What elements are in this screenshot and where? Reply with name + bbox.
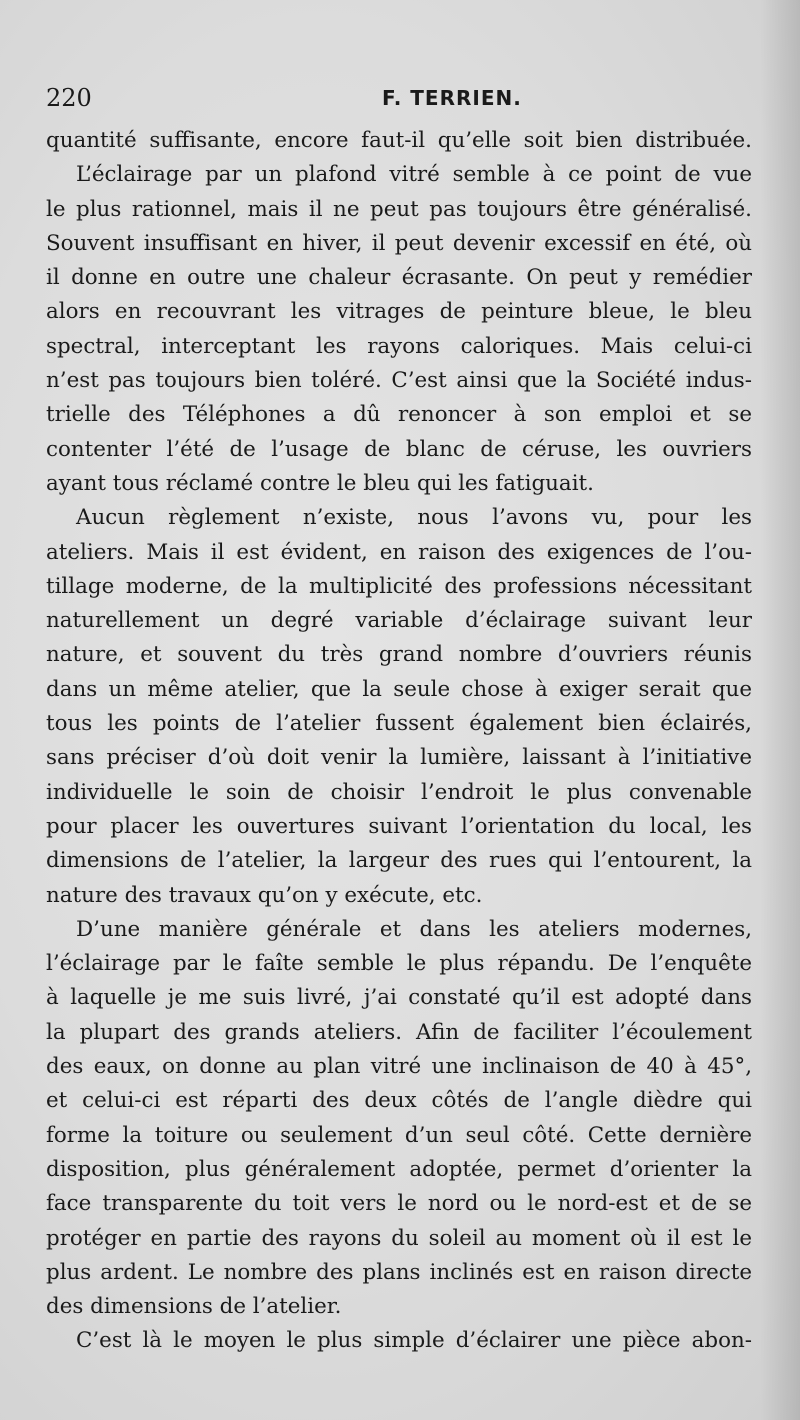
text-line: individuelle le soin de choisir l’endroit le plus convenable xyxy=(46,779,752,805)
text-line: trielle des Téléphones a dû renoncer à son emploi et se xyxy=(46,402,752,428)
text-line: des eaux, on donne au plan vitré une inclinaison de 40 à 45°, xyxy=(46,1054,752,1080)
text-line: L’éclairage par un plafond vitré semble à ce point de vue xyxy=(76,162,752,188)
text-line: spectral, interceptant les rayons caloriques. Mais celui-ci xyxy=(46,333,752,359)
text-line: face transparente du toit vers le nord ou le nord-est et de se xyxy=(46,1191,752,1217)
text-line: alors en recouvrant les vitrages de peinture bleue, le bleu xyxy=(46,299,752,325)
body-text xyxy=(46,124,752,1359)
text-line: contenter l’été de l’usage de blanc de céruse, les ouvriers xyxy=(46,436,752,462)
text-line: naturellement un degré variable d’éclairage suivant leur xyxy=(46,608,752,634)
text-line: le plus rationnel, mais il ne peut pas toujours être généralisé. xyxy=(46,196,752,222)
text-line: n’est pas toujours bien toléré. C’est ainsi que la Société indus- xyxy=(46,368,752,394)
text-line: à laquelle je me suis livré, j’ai constaté qu’il est adopté dans xyxy=(46,985,752,1011)
text-line: et celui-ci est réparti des deux côtés de l’angle dièdre qui xyxy=(46,1088,752,1114)
page-number: 220 xyxy=(46,84,92,112)
text-line: nature des travaux qu’on y exécute, etc. xyxy=(46,882,483,908)
page-header xyxy=(46,84,756,118)
text-line: des dimensions de l’atelier. xyxy=(46,1294,342,1320)
text-line: quantité suffisante, encore faut-il qu’elle soit bien distribuée. xyxy=(46,128,752,153)
text-line: il donne en outre une chaleur écrasante. On peut y remédier xyxy=(46,265,752,291)
text-line: tous les points de l’atelier fussent également bien éclairés, xyxy=(46,711,752,737)
text-line: pour placer les ouvertures suivant l’orientation du local, les xyxy=(46,813,752,839)
text-line: forme la toiture ou seulement d’un seul côté. Cette dernière xyxy=(46,1122,752,1148)
text-line: D’une manière générale et dans les ateliers modernes, xyxy=(76,916,752,942)
text-line: dimensions de l’atelier, la largeur des rues qui l’entourent, la xyxy=(46,848,752,874)
text-line: protéger en partie des rayons du soleil au moment où il est le xyxy=(46,1225,752,1251)
text-line: dans un même atelier, que la seule chose à exiger serait que xyxy=(46,676,752,702)
text-line: ayant tous réclamé contre le bleu qui les fatiguait. xyxy=(46,470,594,496)
text-line: C’est là le moyen le plus simple d’éclairer une pièce abon- xyxy=(76,1328,752,1354)
text-line: Souvent insuffisant en hiver, il peut devenir excessif en été, où xyxy=(46,230,752,256)
text-line: ateliers. Mais il est évident, en raison des exigences de l’ou- xyxy=(46,539,752,565)
text-line: l’éclairage par le faîte semble le plus répandu. De l’enquête xyxy=(46,951,752,977)
text-line: nature, et souvent du très grand nombre d’ouvriers réunis xyxy=(46,642,752,668)
running-head: F. TERRIEN. xyxy=(382,86,522,110)
text-line: plus ardent. Le nombre des plans inclinés est en raison directe xyxy=(46,1259,752,1285)
text-line: la plupart des grands ateliers. Afin de faciliter l’écoulement xyxy=(46,1019,752,1045)
text-line: disposition, plus généralement adoptée, permet d’orienter la xyxy=(46,1156,752,1182)
text-line: Aucun règlement n’existe, nous l’avons vu, pour les xyxy=(76,505,752,531)
text-line: sans préciser d’où doit venir la lumière, laissant à l’initiative xyxy=(46,745,752,771)
text-line: tillage moderne, de la multiplicité des professions nécessitant xyxy=(46,573,752,599)
